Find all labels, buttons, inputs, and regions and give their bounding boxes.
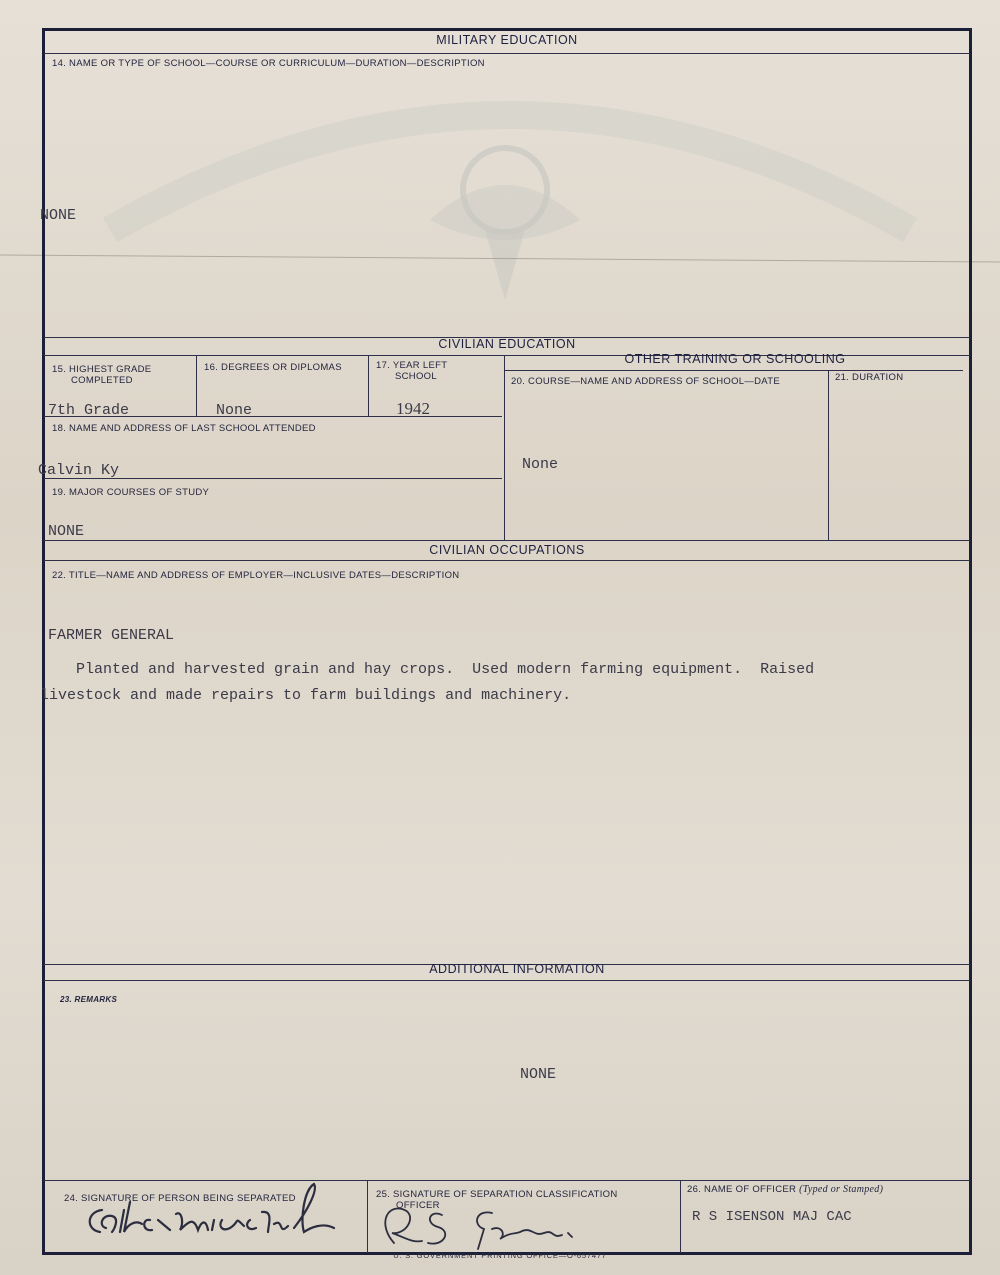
field-25-label-line2: OFFICER (396, 1200, 440, 1211)
remarks-value: NONE (520, 1066, 557, 1083)
field-16-label: 16. DEGREES OR DIPLOMAS (204, 362, 342, 373)
job-description-line-2: livestock and made repairs to farm buildings and machinery. (40, 687, 572, 704)
field-17-label-line1: 17. YEAR LEFT (376, 360, 448, 371)
field-14-value: NONE (40, 207, 77, 224)
field-26-label-note: (Typed or Stamped) (799, 1184, 884, 1195)
field-17-label-line2: SCHOOL (395, 371, 437, 382)
form-frame (42, 28, 972, 1255)
field-14-label: 14. NAME OR TYPE OF SCHOOL—COURSE OR CURRICULUM—DURATION—DESCRIPTION (52, 58, 485, 69)
classification-officer-signature (372, 1195, 612, 1255)
job-title: FARMER GENERAL (48, 627, 175, 644)
field-24-label: 24. SIGNATURE OF PERSON BEING SEPARATED (64, 1193, 296, 1204)
field-15-label-line1: 15. HIGHEST GRADE (52, 364, 152, 375)
remarks-label: 23. REMARKS (60, 995, 118, 1004)
field-15-value: 7th Grade (48, 402, 130, 419)
civilian-occupations-title: CIVILIAN OCCUPATIONS (429, 543, 585, 557)
field-25-label-line1: 25. SIGNATURE OF SEPARATION CLASSIFICATION (376, 1189, 618, 1200)
printing-office-footer: U. S. GOVERNMENT PRINTING OFFICE—O-657477 (393, 1251, 607, 1260)
civilian-education-title: CIVILIAN EDUCATION (438, 337, 576, 351)
separated-person-signature (72, 1180, 362, 1250)
field-17-label (376, 360, 447, 382)
field-26-value: R S ISENSON MAJ CAC (692, 1209, 852, 1225)
military-education-title: MILITARY EDUCATION (436, 33, 578, 47)
field-15-label-line2: COMPLETED (71, 375, 133, 386)
field-19-label: 19. MAJOR COURSES OF STUDY (52, 487, 210, 498)
field-19-value: NONE (48, 523, 85, 540)
other-training-title: OTHER TRAINING OR SCHOOLING (624, 352, 846, 366)
field-20-label: 20. COURSE—NAME AND ADDRESS OF SCHOOL—DATE (511, 376, 780, 387)
field-21-label: 21. DURATION (835, 372, 904, 383)
additional-information-title: ADDITIONAL INFORMATION (429, 962, 605, 976)
field-17-value: 1942 (396, 399, 430, 418)
field-22-label: 22. TITLE—NAME AND ADDRESS OF EMPLOYER—INCLUSIVE DATES—DESCRIPTION (52, 570, 460, 581)
field-20-value: None (522, 456, 559, 473)
field-26-label-text: 26. NAME OF OFFICER (687, 1184, 797, 1195)
field-18-label: 18. NAME AND ADDRESS OF LAST SCHOOL ATTENDED (52, 423, 316, 434)
field-26-label (687, 1184, 883, 1195)
field-18-value: Calvin Ky (38, 462, 120, 479)
field-15-label (52, 364, 151, 386)
job-description-line-1: Planted and harvested grain and hay crops. Used modern farming equipment. Raised (40, 661, 815, 678)
field-16-value: None (216, 402, 253, 419)
